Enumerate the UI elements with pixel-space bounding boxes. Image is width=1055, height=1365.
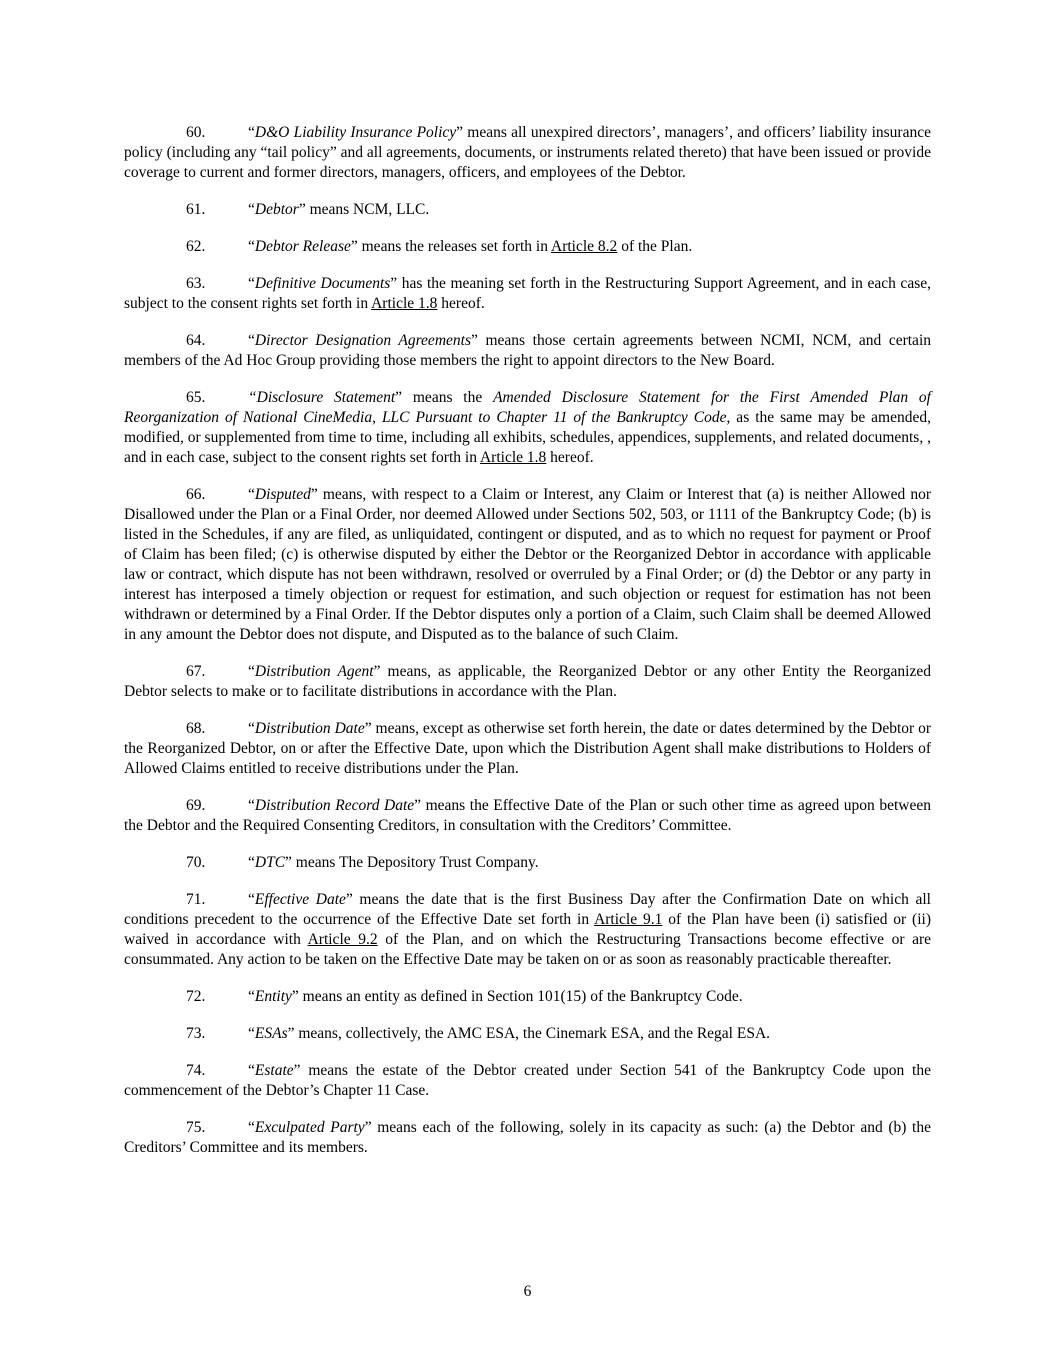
- article-reference: Article 1.8: [479, 449, 547, 466]
- definition-text: ” means each of the following, solely in its capacity as such: (a) the Debtor and (b) the Creditors’ Committee and its members.: [124, 1119, 931, 1156]
- definition-text: “: [248, 238, 255, 255]
- definition-paragraph: [124, 237, 931, 257]
- page-number: 6: [523, 1283, 532, 1300]
- defined-term: ESAs: [254, 1025, 288, 1042]
- definition-text: “: [248, 797, 255, 814]
- defined-term: D&O Liability Insurance Policy: [254, 124, 457, 141]
- definition-text: “: [248, 486, 255, 503]
- definition-text: hereof.: [437, 295, 485, 312]
- defined-term: Effective Date: [254, 891, 346, 908]
- definition-text: “: [248, 1025, 255, 1042]
- article-reference: Article 9.1: [594, 911, 663, 928]
- definition-paragraph: [124, 485, 931, 645]
- definition-text: ” means the releases set forth in: [350, 238, 552, 255]
- definition-paragraph: [124, 719, 931, 779]
- definition-number: 67.: [186, 663, 206, 680]
- defined-term: Entity: [254, 988, 292, 1005]
- definition-number: 70.: [186, 854, 206, 871]
- defined-term: Definitive Documents: [254, 275, 391, 292]
- definition-paragraph: [124, 987, 931, 1007]
- defined-term: “Disclosure Statement: [248, 389, 396, 406]
- definition-text: ” has the meaning set forth in the Restructuring Support Agreement, and in each case, subject to the consent rights set forth in: [124, 275, 931, 312]
- definition-text: ” means the date that is the first Business Day after the Confirmation Date on which all conditions precedent to the occurrence of the Effective Date set forth in: [124, 891, 931, 928]
- definition-text: ” means an entity as defined in Section 101(15) of the Bankruptcy Code.: [291, 988, 743, 1005]
- definition-paragraph: [124, 274, 931, 314]
- defined-term: Disputed: [254, 486, 311, 503]
- definition-text: ” means, except as otherwise set forth herein, the date or dates determined by the Debtor or the Reorganized Debtor, on or after the Effective Date, upon which the Distribution Agent shall make distributions to Holders of Allowed Claims entitled to receive distributions under the Plan.: [124, 720, 931, 777]
- definition-number: 65.: [186, 389, 206, 406]
- definition-number: 69.: [186, 797, 206, 814]
- definition-text: “: [248, 275, 255, 292]
- definition-text: ” means, collectively, the AMC ESA, the Cinemark ESA, and the Regal ESA.: [287, 1025, 771, 1042]
- defined-term: Estate: [254, 1062, 294, 1079]
- definition-number: 64.: [186, 332, 206, 349]
- definition-text: ” means those certain agreements between NCMI, NCM, and certain members of the Ad Hoc Group providing those members the right to appoint directors to the New Board.: [124, 332, 931, 369]
- defined-term: Exculpated Party: [254, 1119, 365, 1136]
- definition-number: 63.: [186, 275, 206, 292]
- definition-paragraph: [124, 200, 931, 220]
- definition-text: ” means all unexpired directors’, managers’, and officers’ liability insurance policy (including any “tail policy” and all agreements, documents, or instruments related thereto) that have been issued or provide coverage to current and former directors, managers, officers, and employees of the Debtor.: [124, 124, 931, 181]
- definition-number: 71.: [186, 891, 206, 908]
- definition-text: ” means the: [395, 389, 494, 406]
- defined-term: Distribution Record Date: [254, 797, 415, 814]
- definitions-list: [124, 123, 931, 1158]
- definition-text: “: [248, 1119, 255, 1136]
- definition-text: ” means NCM, LLC.: [298, 201, 430, 218]
- definition-text: “: [248, 124, 255, 141]
- definition-text: of the Plan have been (i) satisfied or (ii) waived in accordance with: [124, 911, 931, 948]
- definition-text: ” means, as applicable, the Reorganized Debtor or any other Entity the Reorganized Debtor selects to make or to facilitate distributions in accordance with the Plan.: [124, 663, 931, 700]
- definition-text: of the Plan.: [617, 238, 693, 255]
- definition-paragraph: [124, 890, 931, 970]
- definition-number: 73.: [186, 1025, 206, 1042]
- definition-paragraph: [124, 388, 931, 468]
- definition-number: 60.: [186, 124, 206, 141]
- definition-number: 75.: [186, 1119, 206, 1136]
- definition-number: 74.: [186, 1062, 206, 1079]
- definition-paragraph: [124, 796, 931, 836]
- definition-paragraph: [124, 1061, 931, 1101]
- definition-paragraph: [124, 1118, 931, 1158]
- definition-paragraph: [124, 331, 931, 371]
- definition-number: 72.: [186, 988, 206, 1005]
- definition-paragraph: [124, 662, 931, 702]
- definition-paragraph: [124, 853, 931, 873]
- definition-text: “: [248, 891, 255, 908]
- definition-text: hereof.: [546, 449, 594, 466]
- defined-term: Debtor Release: [254, 238, 351, 255]
- defined-term: Distribution Date: [254, 720, 365, 737]
- defined-term: Director Designation Agreements: [254, 332, 471, 349]
- definition-text: “: [248, 332, 255, 349]
- definition-number: 68.: [186, 720, 206, 737]
- definition-text: ” means the estate of the Debtor created under Section 541 of the Bankruptcy Code upon the commencement of the Debtor’s Chapter 11 Case.: [124, 1062, 931, 1099]
- article-reference: Article 1.8: [371, 295, 438, 312]
- article-reference: Article 8.2: [551, 238, 618, 255]
- definition-number: 66.: [186, 486, 206, 503]
- definition-text: “: [248, 988, 255, 1005]
- defined-term: DTC: [254, 854, 286, 871]
- definition-number: 62.: [186, 238, 206, 255]
- article-reference: Article 9.2: [307, 931, 378, 948]
- definition-text: “: [248, 1062, 255, 1079]
- definition-text: ” means The Depository Trust Company.: [285, 854, 539, 871]
- definition-text: ” means, with respect to a Claim or Interest, any Claim or Interest that (a) is neither Allowed nor Disallowed under the Plan or a Final Order, nor deemed Allowed under Sections 502, 503, or 1111 of the Bankruptcy Code; (b) is listed in the Schedules, if any are filed, as unliquidated, contingent or disputed, and as to which no request for payment or Proof of Claim has been filed; (c) is otherwise disputed by either the Debtor or the Reorganized Debtor in accordance with applicable law or contract, which dispute has not been withdrawn, resolved or overruled by a Final Order; or (d) the Debtor or any party in interest has interposed a timely objection or request for estimation, and such objection or request for estimation has not been withdrawn or determined by a Final Order. If the Debtor disputes only a portion of a Claim, such Claim shall be deemed Allowed in any amount the Debtor does not dispute, and Disputed as to the balance of such Claim.: [124, 486, 931, 643]
- definition-text: “: [248, 201, 255, 218]
- definition-text: “: [248, 663, 255, 680]
- definition-number: 61.: [186, 201, 206, 218]
- definition-paragraph: [124, 1024, 931, 1044]
- defined-term: Amended Disclosure Statement for the First Amended Plan of Reorganization of National CineMedia, LLC Pursuant to Chapter 11 of the Bankruptcy Code: [124, 389, 931, 426]
- definition-text: , as the same may be amended, modified, or supplemented from time to time, including all exhibits, schedules, appendices, supplements, and related documents, , and in each case, subject to the consent rights set forth in: [124, 409, 931, 466]
- definition-text: ” means the Effective Date of the Plan or such other time as agreed upon between the Debtor and the Required Consenting Creditors, in consultation with the Creditors’ Committee.: [124, 797, 931, 834]
- definition-paragraph: [124, 123, 931, 183]
- defined-term: Debtor: [254, 201, 299, 218]
- defined-term: Distribution Agent: [254, 663, 374, 680]
- document-body: [124, 123, 931, 1175]
- definition-text: of the Plan, and on which the Restructuring Transactions become effective or are consummated. Any action to be taken on the Effective Date may be taken on or as soon as reasonably practicable thereafter.: [124, 931, 931, 968]
- definition-text: “: [248, 854, 255, 871]
- definition-text: “: [248, 720, 255, 737]
